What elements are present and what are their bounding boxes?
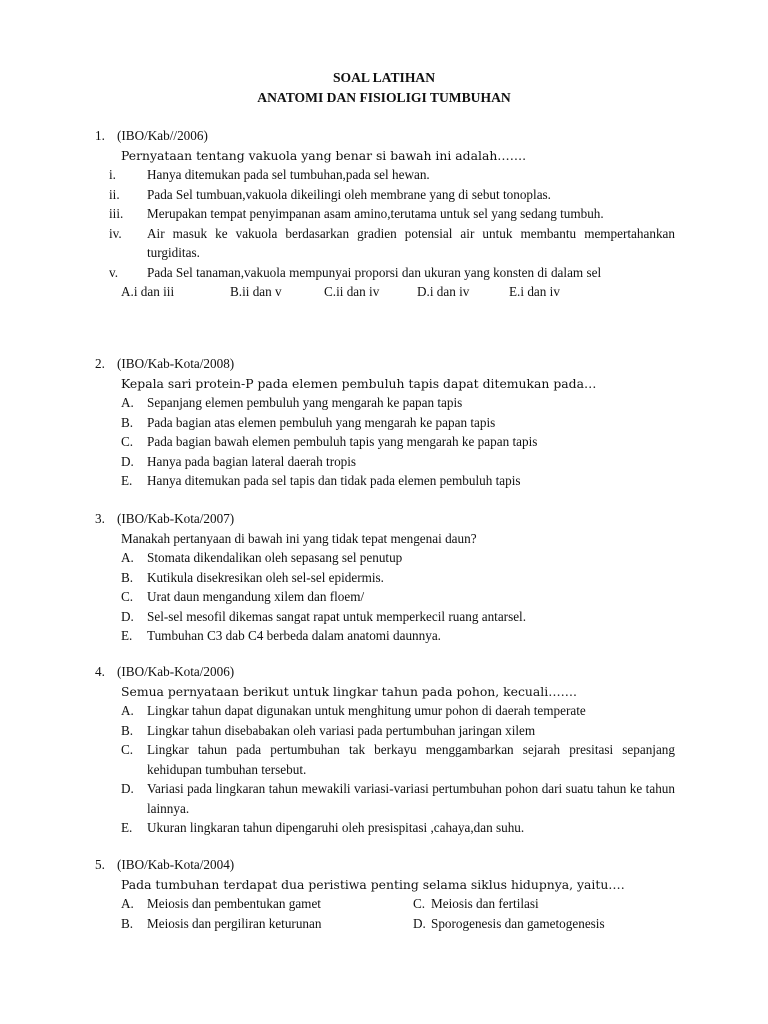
- option-label: D.: [121, 608, 134, 624]
- option-text: Lingkar tahun disebabakan oleh variasi pada pertumbuhan jaringan xilem: [147, 722, 536, 738]
- question-number: 1.: [95, 128, 105, 143]
- question-3: [95, 509, 675, 646]
- answer-a: A.i dan iii: [121, 284, 175, 299]
- option-label: C.: [413, 896, 426, 911]
- question-source: (IBO/Kab-Kota/2004): [117, 857, 235, 872]
- option-e: [95, 626, 675, 646]
- question-source: (IBO/Kab-Kota/2007): [117, 511, 235, 526]
- question-stem: Pernyataan tentang vakuola yang benar si bawah ini adalah…….: [121, 147, 527, 163]
- option-iv: [95, 224, 675, 263]
- question-source: (IBO/Kab//2006): [117, 128, 208, 143]
- option-label: iii.: [109, 206, 124, 221]
- option-label: C.: [121, 589, 134, 604]
- option-label: E.: [121, 473, 133, 488]
- option-b: [95, 914, 413, 934]
- option-text: Tumbuhan C3 dab C4 berbeda dalam anatomi daunnya.: [147, 628, 441, 643]
- question-stem: Kepala sari protein-P pada elemen pembuluh tapis dapat ditemukan pada…: [121, 375, 597, 391]
- option-label: D.: [121, 453, 134, 469]
- option-text: Sel-sel mesofil dikemas sangat rapat untuk memperkecil ruang antarsel.: [147, 608, 527, 624]
- option-text: Ukuran lingkaran tahun dipengaruhi oleh presispitasi ,cahaya,dan suhu.: [147, 820, 525, 835]
- option-d: [413, 914, 673, 934]
- question-number: 3.: [95, 511, 105, 526]
- option-text: Lingkar tahun dapat digunakan untuk menghitung umur pohon di daerah temperate: [147, 703, 586, 718]
- document-header: [0, 68, 768, 108]
- option-v: [95, 263, 675, 283]
- option-i: [95, 165, 675, 185]
- option-text: Hanya pada bagian lateral daerah tropis: [147, 453, 357, 469]
- option-d: [95, 452, 675, 472]
- option-label: A.: [121, 395, 134, 410]
- option-text: Sepanjang elemen pembuluh yang mengarah ke papan tapis: [147, 395, 463, 410]
- option-a: [95, 393, 675, 413]
- option-label: B.: [121, 722, 134, 738]
- answer-b: B.ii dan v: [230, 284, 282, 299]
- option-label: C.: [121, 434, 134, 449]
- option-text: Hanya ditemukan pada sel tumbuhan,pada sel hewan.: [147, 167, 430, 182]
- option-text: Pada Sel tumbuan,vakuola dikeilingi oleh membrane yang di sebut tonoplas.: [147, 186, 551, 202]
- option-text: Meiosis dan pergiliran keturunan: [147, 915, 322, 931]
- title-line-2: ANATOMI DAN FISIOLIGI TUMBUHAN: [257, 90, 511, 105]
- answer-c: C.ii dan iv: [324, 284, 380, 299]
- option-text: Lingkar tahun pada pertumbuhan tak berkayu menggambarkan sejarah presitasi sepanjang kehidupan tumbuhan tersebut.: [147, 742, 675, 777]
- option-e: [95, 471, 675, 491]
- question-number: 2.: [95, 356, 105, 371]
- option-c: [95, 587, 675, 607]
- option-a: [95, 894, 413, 914]
- option-label: E.: [121, 628, 133, 643]
- option-e: [95, 818, 675, 838]
- option-label: v.: [109, 264, 119, 280]
- question-number: 5.: [95, 857, 105, 872]
- option-c: [95, 740, 675, 779]
- option-c: [95, 432, 675, 452]
- option-text: Hanya ditemukan pada sel tapis dan tidak pada elemen pembuluh tapis: [147, 473, 521, 488]
- option-a: [95, 701, 675, 721]
- question-header: [95, 354, 675, 374]
- option-label: i.: [109, 167, 116, 182]
- question-source: (IBO/Kab-Kota/2006): [117, 664, 235, 679]
- option-b: [95, 413, 675, 433]
- option-text: Sporogenesis dan gametogenesis: [431, 915, 605, 931]
- question-stem: Pada tumbuhan terdapat dua peristiwa penting selama siklus hidupnya, yaitu….: [121, 876, 625, 892]
- question-1: [95, 126, 675, 302]
- option-d: [95, 779, 675, 818]
- option-text: Variasi pada lingkaran tahun mewakili variasi-variasi pertumbuhan pohon dari suatu tahun ke tahun lainnya.: [147, 781, 675, 816]
- option-text: Meiosis dan pembentukan gamet: [147, 896, 321, 911]
- option-label: ii.: [109, 186, 120, 202]
- title-line-1: SOAL LATIHAN: [332, 70, 436, 85]
- option-label: B.: [121, 414, 134, 430]
- option-text: Pada Sel tanaman,vakuola mempunyai proporsi dan ukuran yang konsten di dalam sel: [147, 264, 602, 280]
- option-grid: [95, 894, 675, 933]
- option-text: Air masuk ke vakuola berdasarkan gradien potensial air untuk membantu mempertahankan turgiditas.: [147, 225, 675, 260]
- option-d: [95, 607, 675, 627]
- option-text: Merupakan tempat penyimpanan asam amino,terutama untuk sel yang sedang tumbuh.: [147, 206, 604, 221]
- option-text: Meiosis dan fertilasi: [431, 896, 539, 911]
- option-b: [95, 568, 675, 588]
- question-header: [95, 662, 675, 682]
- answer-e: E.i dan iv: [509, 284, 560, 299]
- option-text: Pada bagian atas elemen pembuluh yang mengarah ke papan tapis: [147, 414, 496, 430]
- option-a: [95, 548, 675, 568]
- option-label: D.: [121, 781, 134, 796]
- question-stem: Semua pernyataan berikut untuk lingkar tahun pada pohon, kecuali…….: [121, 683, 577, 699]
- option-label: iv.: [109, 225, 122, 241]
- option-label: A.: [121, 896, 134, 911]
- question-stem: Manakah pertanyaan di bawah ini yang tidak tepat mengenai daun?: [121, 530, 477, 546]
- option-label: C.: [121, 742, 134, 757]
- question-source: (IBO/Kab-Kota/2008): [117, 356, 235, 371]
- question-header: [95, 126, 675, 146]
- question-header: [95, 509, 675, 529]
- option-label: A.: [121, 703, 134, 718]
- answer-choices: [121, 282, 675, 302]
- option-label: B.: [121, 569, 134, 585]
- option-iii: [95, 204, 675, 224]
- question-4: [95, 662, 675, 838]
- option-label: E.: [121, 820, 133, 835]
- option-label: D.: [413, 915, 426, 931]
- option-text: Pada bagian bawah elemen pembuluh tapis yang mengarah ke papan tapis: [147, 434, 538, 449]
- option-text: Urat daun mengandung xilem dan floem/: [147, 589, 365, 604]
- option-text: Kutikula disekresikan oleh sel-sel epidermis.: [147, 569, 384, 585]
- option-text: Stomata dikendalikan oleh sepasang sel penutup: [147, 550, 403, 565]
- question-number: 4.: [95, 664, 105, 679]
- option-c: [413, 894, 673, 914]
- question-5: [95, 855, 675, 933]
- answer-d: D.i dan iv: [417, 284, 470, 299]
- option-b: [95, 721, 675, 741]
- option-label: A.: [121, 550, 134, 565]
- question-2: [95, 354, 675, 491]
- option-label: B.: [121, 915, 134, 931]
- option-ii: [95, 185, 675, 205]
- question-header: [95, 855, 675, 875]
